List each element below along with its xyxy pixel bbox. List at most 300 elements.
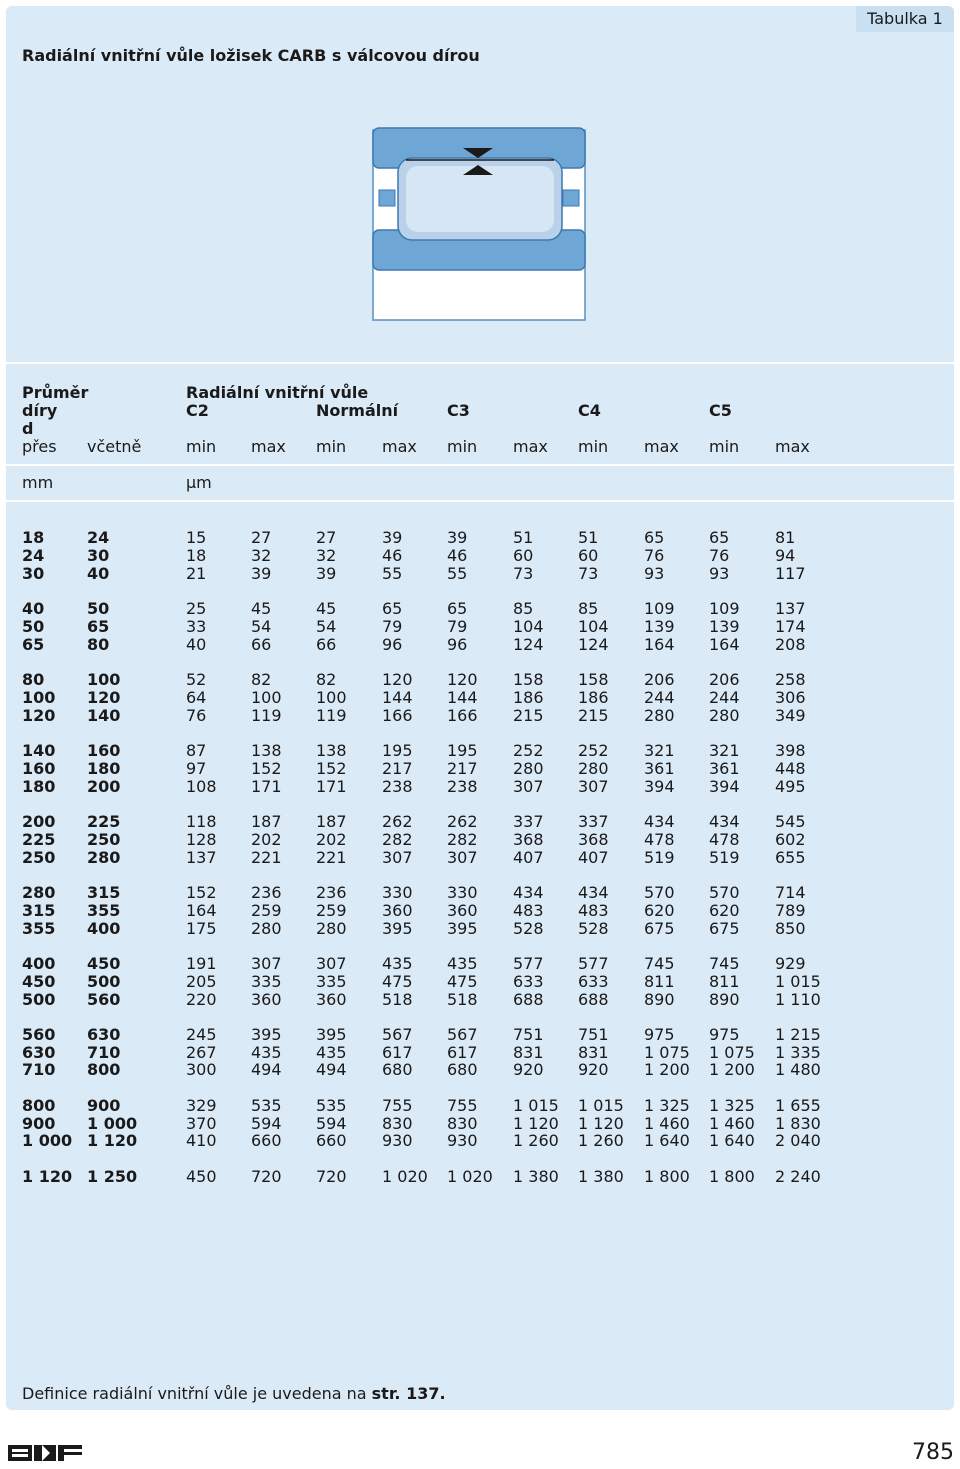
clearance-cell: 1 110	[775, 989, 821, 1009]
clearance-cell: 64	[186, 687, 207, 707]
clearance-cell: 25	[186, 598, 207, 618]
bore-size-cell: 65	[22, 634, 45, 654]
row-group	[6, 883, 954, 936]
header-c4-max: max	[644, 437, 679, 456]
clearance-cell: 259	[316, 900, 347, 920]
clearance-cell: 120	[382, 669, 413, 689]
clearance-cell: 96	[382, 634, 403, 654]
clearance-cell: 435	[447, 953, 478, 973]
clearance-cell: 450	[186, 1166, 217, 1186]
clearance-cell: 890	[644, 989, 675, 1009]
bore-size-cell: 560	[87, 989, 121, 1009]
header-incl: včetně	[87, 437, 142, 456]
clearance-cell: 755	[447, 1095, 478, 1115]
clearance-cell: 435	[382, 953, 413, 973]
clearance-cell: 158	[513, 669, 544, 689]
table-row	[6, 830, 954, 848]
clearance-cell: 1 015	[513, 1095, 559, 1115]
clearance-cell: 45	[316, 598, 337, 618]
clearance-cell: 39	[382, 528, 403, 547]
clearance-cell: 335	[316, 971, 347, 991]
clearance-cell: 244	[709, 687, 740, 707]
bore-size-cell: 24	[87, 528, 110, 547]
bore-size-cell: 30	[22, 563, 45, 583]
clearance-cell: 1 380	[578, 1166, 624, 1186]
clearance-cell: 395	[382, 918, 413, 938]
clearance-cell: 191	[186, 953, 217, 973]
clearance-cell: 46	[447, 545, 468, 565]
table-row	[6, 954, 954, 972]
row-group-spacer	[6, 581, 954, 599]
clearance-cell: 448	[775, 758, 806, 778]
clearance-cell: 202	[316, 829, 347, 849]
clearance-cell: 751	[578, 1024, 609, 1044]
clearance-cell: 128	[186, 829, 217, 849]
clearance-cell: 97	[186, 758, 207, 778]
clearance-cell: 215	[578, 705, 609, 725]
header-group-c3: C3	[447, 401, 470, 420]
row-group	[6, 954, 954, 1007]
clearance-cell: 478	[644, 829, 675, 849]
clearance-cell: 570	[709, 882, 740, 902]
header-bore: díry	[22, 401, 58, 420]
bore-size-cell: 280	[22, 882, 56, 902]
clearance-cell: 171	[316, 776, 347, 796]
clearance-cell: 434	[513, 882, 544, 902]
clearance-cell: 361	[644, 758, 675, 778]
bore-size-cell: 900	[22, 1113, 56, 1133]
bore-size-cell: 120	[22, 705, 56, 725]
carb-bearing-diagram	[6, 90, 954, 370]
row-group	[6, 1096, 954, 1149]
clearance-cell: 252	[513, 740, 544, 760]
clearance-cell: 138	[316, 740, 347, 760]
clearance-cell: 1 480	[775, 1060, 821, 1080]
clearance-cell: 1 460	[709, 1113, 755, 1133]
clearance-cell: 66	[251, 634, 272, 654]
clearance-cell: 206	[709, 669, 740, 689]
clearance-cell: 335	[251, 971, 282, 991]
clearance-table-body	[6, 528, 954, 1185]
clearance-cell: 166	[382, 705, 413, 725]
row-group-spacer	[6, 936, 954, 954]
clearance-cell: 1 020	[382, 1166, 428, 1186]
table-row	[6, 670, 954, 688]
table-row	[6, 759, 954, 777]
clearance-cell: 570	[644, 882, 675, 902]
clearance-cell: 65	[382, 598, 403, 618]
clearance-cell: 27	[251, 528, 272, 547]
bore-size-cell: 400	[87, 918, 121, 938]
clearance-cell: 206	[644, 669, 675, 689]
row-group	[6, 528, 954, 581]
clearance-cell: 73	[578, 563, 599, 583]
clearance-cell: 158	[578, 669, 609, 689]
clearance-cell: 360	[316, 989, 347, 1009]
clearance-cell: 18	[186, 545, 207, 565]
header-group-c5: C5	[709, 401, 732, 420]
table-row	[6, 1060, 954, 1078]
clearance-cell: 483	[578, 900, 609, 920]
clearance-cell: 51	[513, 528, 534, 547]
clearance-cell: 60	[513, 545, 534, 565]
clearance-cell: 217	[382, 758, 413, 778]
table-title: Radiální vnitřní vůle ložisek CARB s válcovou dírou	[22, 46, 480, 65]
clearance-cell: 187	[316, 811, 347, 831]
clearance-cell: 1 460	[644, 1113, 690, 1133]
clearance-cell: 745	[644, 953, 675, 973]
footnote-page-ref[interactable]: str. 137.	[371, 1384, 446, 1403]
footnote	[22, 1384, 446, 1403]
clearance-cell: 76	[186, 705, 207, 725]
clearance-cell: 528	[513, 918, 544, 938]
clearance-cell: 307	[513, 776, 544, 796]
bore-size-cell: 140	[87, 705, 121, 725]
clearance-cell: 360	[447, 900, 478, 920]
clearance-cell: 164	[709, 634, 740, 654]
clearance-cell: 82	[251, 669, 272, 689]
bore-size-cell: 250	[22, 847, 56, 867]
clearance-cell: 475	[382, 971, 413, 991]
bore-size-cell: 225	[22, 829, 56, 849]
clearance-cell: 714	[775, 882, 806, 902]
clearance-cell: 300	[186, 1060, 217, 1080]
header-radial-clearance: Radiální vnitřní vůle	[186, 383, 369, 402]
clearance-cell: 85	[578, 598, 599, 618]
header-c4-min: min	[578, 437, 609, 456]
clearance-cell: 1 325	[709, 1095, 755, 1115]
table-row	[6, 812, 954, 830]
clearance-cell: 104	[513, 616, 544, 636]
clearance-cell: 164	[186, 900, 217, 920]
clearance-cell: 280	[709, 705, 740, 725]
clearance-cell: 321	[709, 740, 740, 760]
clearance-cell: 720	[316, 1166, 347, 1186]
bore-size-cell: 200	[87, 776, 121, 796]
header-c5-min: min	[709, 437, 740, 456]
clearance-cell: 494	[251, 1060, 282, 1080]
skf-logo	[6, 1441, 86, 1465]
clearance-cell: 1 260	[513, 1131, 559, 1151]
clearance-cell: 244	[644, 687, 675, 707]
clearance-cell: 398	[775, 740, 806, 760]
clearance-cell: 518	[447, 989, 478, 1009]
clearance-cell: 54	[251, 616, 272, 636]
clearance-cell: 368	[578, 829, 609, 849]
clearance-cell: 930	[447, 1131, 478, 1151]
bore-size-cell: 1 120	[22, 1166, 73, 1186]
clearance-cell: 118	[186, 811, 217, 831]
clearance-cell: 535	[251, 1095, 282, 1115]
clearance-cell: 21	[186, 563, 207, 583]
clearance-cell: 617	[382, 1042, 413, 1062]
table-row	[6, 599, 954, 617]
clearance-cell: 660	[251, 1131, 282, 1151]
header-c3-min: min	[447, 437, 478, 456]
bore-size-cell: 225	[87, 811, 121, 831]
clearance-cell: 1 260	[578, 1131, 624, 1151]
clearance-cell: 1 800	[644, 1166, 690, 1186]
clearance-cell: 65	[447, 598, 468, 618]
bearing-illustration	[6, 90, 954, 370]
clearance-cell: 109	[709, 598, 740, 618]
row-group	[6, 670, 954, 723]
bore-size-cell: 250	[87, 829, 121, 849]
clearance-cell: 137	[775, 598, 806, 618]
clearance-cell: 282	[382, 829, 413, 849]
bore-size-cell: 80	[87, 634, 110, 654]
clearance-cell: 407	[578, 847, 609, 867]
row-group	[6, 599, 954, 652]
clearance-cell: 94	[775, 545, 796, 565]
clearance-cell: 720	[251, 1166, 282, 1186]
bore-size-cell: 40	[87, 563, 110, 583]
clearance-cell: 545	[775, 811, 806, 831]
bore-size-cell: 120	[87, 687, 121, 707]
clearance-cell: 220	[186, 989, 217, 1009]
table-row	[6, 706, 954, 724]
clearance-cell: 307	[447, 847, 478, 867]
unit-um: µm	[186, 473, 212, 492]
clearance-cell: 205	[186, 971, 217, 991]
clearance-cell: 567	[447, 1024, 478, 1044]
clearance-cell: 329	[186, 1095, 217, 1115]
clearance-cell: 217	[447, 758, 478, 778]
clearance-cell: 620	[644, 900, 675, 920]
clearance-cell: 890	[709, 989, 740, 1009]
clearance-cell: 55	[447, 563, 468, 583]
clearance-cell: 282	[447, 829, 478, 849]
clearance-cell: 280	[578, 758, 609, 778]
clearance-cell: 394	[644, 776, 675, 796]
clearance-cell: 394	[709, 776, 740, 796]
clearance-cell: 236	[316, 882, 347, 902]
clearance-cell: 811	[709, 971, 740, 991]
clearance-cell: 395	[251, 1024, 282, 1044]
bore-size-cell: 315	[87, 882, 121, 902]
clearance-cell: 518	[382, 989, 413, 1009]
clearance-cell: 830	[447, 1113, 478, 1133]
clearance-cell: 221	[316, 847, 347, 867]
bore-size-cell: 450	[22, 971, 56, 991]
clearance-cell: 82	[316, 669, 337, 689]
clearance-cell: 27	[316, 528, 337, 547]
clearance-cell: 1 800	[709, 1166, 755, 1186]
bore-size-cell: 900	[87, 1095, 121, 1115]
clearance-cell: 2 040	[775, 1131, 821, 1151]
header-c2-min: min	[186, 437, 217, 456]
clearance-cell: 87	[186, 740, 207, 760]
clearance-cell: 100	[316, 687, 347, 707]
clearance-cell: 395	[447, 918, 478, 938]
row-group-spacer	[6, 794, 954, 812]
clearance-cell: 73	[513, 563, 534, 583]
clearance-cell: 349	[775, 705, 806, 725]
clearance-cell: 1 020	[447, 1166, 493, 1186]
clearance-cell: 96	[447, 634, 468, 654]
clearance-cell: 929	[775, 953, 806, 973]
clearance-cell: 54	[316, 616, 337, 636]
clearance-cell: 119	[316, 705, 347, 725]
clearance-cell: 32	[251, 545, 272, 565]
clearance-cell: 434	[644, 811, 675, 831]
table-row	[6, 1114, 954, 1132]
row-group	[6, 741, 954, 794]
clearance-cell: 152	[316, 758, 347, 778]
clearance-cell: 262	[382, 811, 413, 831]
clearance-cell: 186	[513, 687, 544, 707]
clearance-cell: 85	[513, 598, 534, 618]
bore-size-cell: 355	[22, 918, 56, 938]
clearance-cell: 174	[775, 616, 806, 636]
clearance-cell: 144	[382, 687, 413, 707]
header-over: přes	[22, 437, 57, 456]
table-row	[6, 688, 954, 706]
table-row	[6, 635, 954, 653]
bore-size-cell: 30	[87, 545, 110, 565]
clearance-cell: 330	[382, 882, 413, 902]
header-c3-max: max	[513, 437, 548, 456]
clearance-cell: 76	[644, 545, 665, 565]
clearance-cell: 238	[382, 776, 413, 796]
row-group-spacer	[6, 1149, 954, 1167]
clearance-cell: 831	[578, 1042, 609, 1062]
bore-size-cell: 200	[22, 811, 56, 831]
clearance-cell: 368	[513, 829, 544, 849]
clearance-cell: 755	[382, 1095, 413, 1115]
clearance-cell: 238	[447, 776, 478, 796]
bore-size-cell: 710	[22, 1060, 56, 1080]
bore-size-cell: 710	[87, 1042, 121, 1062]
clearance-cell: 76	[709, 545, 730, 565]
clearance-cell: 1 120	[578, 1113, 624, 1133]
clearance-cell: 535	[316, 1095, 347, 1115]
clearance-cell: 79	[382, 616, 403, 636]
bore-size-cell: 355	[87, 900, 121, 920]
clearance-cell: 830	[382, 1113, 413, 1133]
clearance-cell: 528	[578, 918, 609, 938]
clearance-cell: 360	[382, 900, 413, 920]
table-row	[6, 617, 954, 635]
clearance-cell: 577	[513, 953, 544, 973]
header-c5-max: max	[775, 437, 810, 456]
table-panel	[6, 6, 954, 1410]
clearance-cell: 337	[513, 811, 544, 831]
bore-size-cell: 140	[22, 740, 56, 760]
clearance-cell: 152	[186, 882, 217, 902]
clearance-cell: 1 640	[644, 1131, 690, 1151]
clearance-cell: 620	[709, 900, 740, 920]
clearance-cell: 1 075	[709, 1042, 755, 1062]
clearance-cell: 680	[447, 1060, 478, 1080]
table-row	[6, 1096, 954, 1114]
clearance-cell: 1 830	[775, 1113, 821, 1133]
row-group-spacer	[6, 1007, 954, 1025]
table-row	[6, 919, 954, 937]
clearance-cell: 195	[382, 740, 413, 760]
table-tab-label: Tabulka 1	[856, 6, 954, 32]
clearance-cell: 1 655	[775, 1095, 821, 1115]
clearance-cell: 337	[578, 811, 609, 831]
clearance-cell: 137	[186, 847, 217, 867]
clearance-cell: 39	[251, 563, 272, 583]
clearance-cell: 594	[251, 1113, 282, 1133]
clearance-cell: 124	[513, 634, 544, 654]
clearance-cell: 144	[447, 687, 478, 707]
bore-size-cell: 1 000	[22, 1131, 73, 1151]
table-row	[6, 901, 954, 919]
clearance-cell: 1 325	[644, 1095, 690, 1115]
bore-size-cell: 450	[87, 953, 121, 973]
clearance-cell: 483	[513, 900, 544, 920]
clearance-cell: 360	[251, 989, 282, 1009]
clearance-cell: 395	[316, 1024, 347, 1044]
clearance-cell: 475	[447, 971, 478, 991]
clearance-cell: 15	[186, 528, 207, 547]
clearance-cell: 259	[251, 900, 282, 920]
bore-size-cell: 1 250	[87, 1166, 138, 1186]
row-group	[6, 1025, 954, 1078]
clearance-cell: 258	[775, 669, 806, 689]
clearance-cell: 236	[251, 882, 282, 902]
clearance-cell: 39	[316, 563, 337, 583]
bore-size-cell: 180	[22, 776, 56, 796]
clearance-cell: 33	[186, 616, 207, 636]
header-bore-diameter: Průměr	[22, 383, 89, 402]
clearance-cell: 1 200	[709, 1060, 755, 1080]
page-number: 785	[912, 1440, 954, 1465]
table-row	[6, 741, 954, 759]
clearance-cell: 435	[316, 1042, 347, 1062]
clearance-cell: 66	[316, 634, 337, 654]
clearance-cell: 221	[251, 847, 282, 867]
clearance-cell: 519	[644, 847, 675, 867]
clearance-cell: 577	[578, 953, 609, 973]
clearance-cell: 321	[644, 740, 675, 760]
table-row	[6, 848, 954, 866]
table-row	[6, 972, 954, 990]
clearance-cell: 811	[644, 971, 675, 991]
clearance-cell: 494	[316, 1060, 347, 1080]
clearance-cell: 65	[644, 528, 665, 547]
bore-size-cell: 800	[87, 1060, 121, 1080]
clearance-cell: 120	[447, 669, 478, 689]
header-d: d	[22, 419, 34, 438]
clearance-cell: 124	[578, 634, 609, 654]
table-row	[6, 546, 954, 564]
clearance-cell: 40	[186, 634, 207, 654]
clearance-cell: 46	[382, 545, 403, 565]
clearance-cell: 215	[513, 705, 544, 725]
row-group-spacer	[6, 1078, 954, 1096]
clearance-cell: 2 240	[775, 1166, 821, 1186]
clearance-cell: 361	[709, 758, 740, 778]
clearance-cell: 434	[709, 811, 740, 831]
table-row	[6, 1025, 954, 1043]
clearance-cell: 920	[578, 1060, 609, 1080]
clearance-cell: 245	[186, 1024, 217, 1044]
clearance-cell: 175	[186, 918, 217, 938]
bore-size-cell: 560	[22, 1024, 56, 1044]
bore-size-cell: 24	[22, 545, 45, 565]
clearance-cell: 79	[447, 616, 468, 636]
clearance-cell: 1 015	[775, 971, 821, 991]
clearance-cell: 307	[251, 953, 282, 973]
clearance-cell: 1 640	[709, 1131, 755, 1151]
clearance-cell: 660	[316, 1131, 347, 1151]
row-group	[6, 812, 954, 865]
clearance-cell: 633	[578, 971, 609, 991]
